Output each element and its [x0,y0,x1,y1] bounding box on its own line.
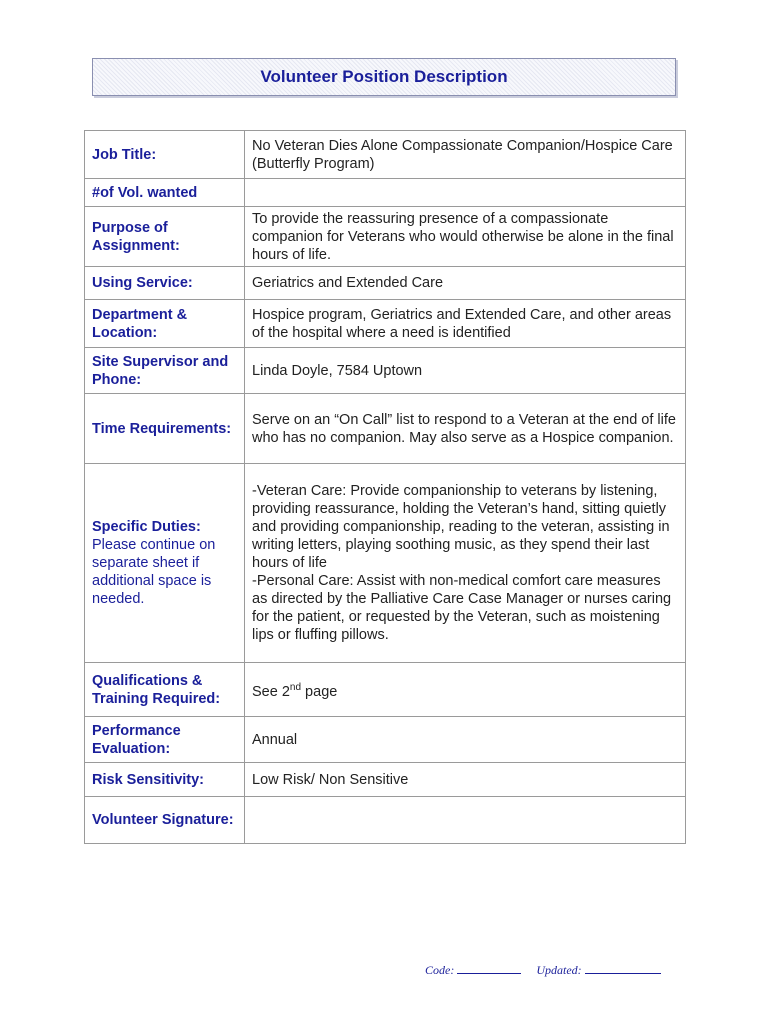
duties-label-cell [85,464,245,663]
department-label: Department & Location: [85,300,245,348]
vol-wanted-value [245,179,686,207]
risk-label: Risk Sensitivity: [85,763,245,797]
vol-wanted-label: #of Vol. wanted [85,179,245,207]
supervisor-value: Linda Doyle, 7584 Uptown [245,348,686,394]
qualifications-pre: See 2 [252,683,290,700]
page-title: Volunteer Position Description [260,67,508,86]
table-row [85,300,686,348]
code-label: Code: [425,963,455,977]
using-service-label: Using Service: [85,267,245,300]
table-row [85,179,686,207]
title-banner [92,58,676,96]
table-row [85,207,686,267]
supervisor-label: Site Supervisor and Phone: [85,348,245,394]
signature-label: Volunteer Signature: [85,797,245,844]
job-title-value: No Veteran Dies Alone Compassionate Companion/Hospice Care (Butterfly Program) [245,131,686,179]
time-req-value: Serve on an “On Call” list to respond to a Veteran at the end of life who has no companion. May also serve as a Hospice companion. [245,394,686,464]
qualifications-label: Qualifications & Training Required: [85,663,245,717]
table-row [85,464,686,663]
job-title-label: Job Title: [85,131,245,179]
qualifications-value [245,663,686,717]
risk-value: Low Risk/ Non Sensitive [245,763,686,797]
qualifications-sup: nd [289,681,302,693]
table-row [85,663,686,717]
table-row [85,717,686,763]
table-row [85,267,686,300]
qualifications-post: page [301,683,338,700]
code-blank [457,962,521,974]
duties-value-cell [245,464,686,663]
position-table [84,130,686,844]
table-row [85,763,686,797]
using-service-value: Geriatrics and Extended Care [245,267,686,300]
table-row [85,131,686,179]
table-row [85,348,686,394]
performance-label: Performance Evaluation: [85,717,245,763]
department-value: Hospice program, Geriatrics and Extended Care, and other areas of the hospital where a need is identified [245,300,686,348]
purpose-label: Purpose of Assignment: [85,207,245,267]
duties-label: Specific Duties: [92,519,201,535]
purpose-value: To provide the reassuring presence of a compassionate companion for Veterans who would otherwise be alone in the final hours of life. [245,207,686,267]
updated-label: Updated: [536,963,582,977]
performance-value: Annual [245,717,686,763]
duties-personal-care: -Personal Care: Assist with non-medical comfort care measures as directed by the Palliative Care Case Manager or nurses caring for the patient, or requested by the Veteran, such as moistening lips or fluffing pillows. [252,573,672,643]
duties-sublabel: Please continue on separate sheet if additional space is needed. [92,537,216,607]
duties-veteran-care: -Veteran Care: Provide companionship to veterans by listening, providing reassurance, holding the Veteran’s hand, sitting quietly and providing companionship, reading to the veteran, assisting in writing letters, playing soothing music, as they spend their last hours of life [252,483,670,571]
table-row [85,797,686,844]
footer [425,962,661,978]
signature-field[interactable] [245,797,686,844]
table-row [85,394,686,464]
updated-blank [585,962,661,974]
time-req-label: Time Requirements: [85,394,245,464]
